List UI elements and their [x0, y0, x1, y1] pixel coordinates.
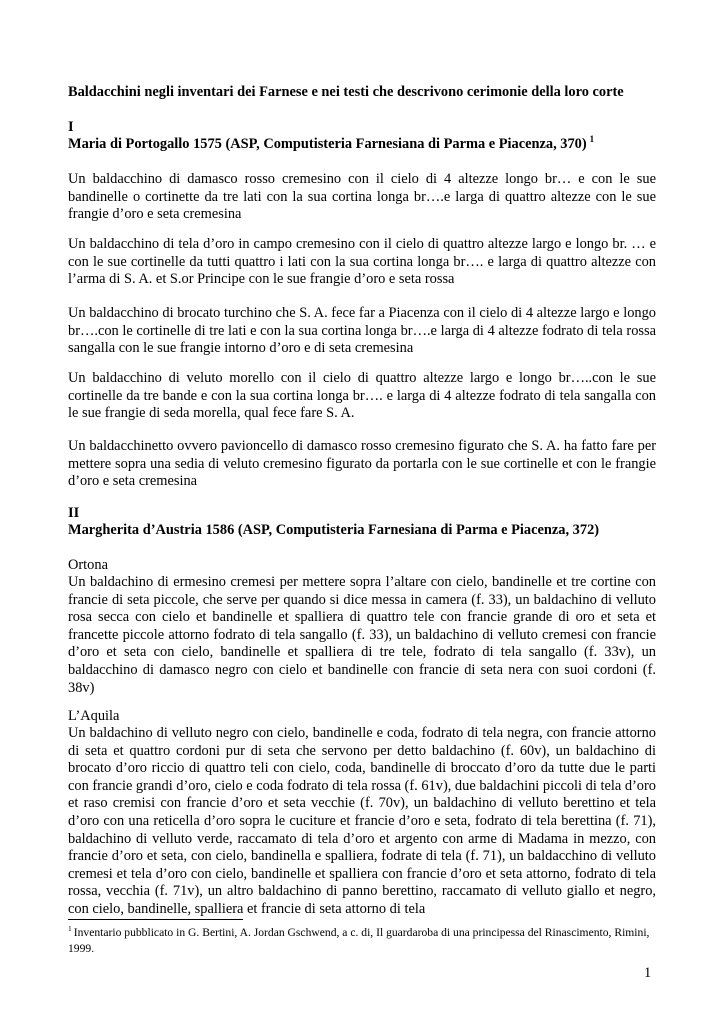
section-1-numeral: I	[68, 119, 74, 135]
section-1-paragraph: Un baldacchino di brocato turchino che S. A. fece far a Piacenza con il cielo di 4 altezze largo e longo br….con le cortinelle di tre lati e con la sua cortina longa br….e larga di 4 altezze fodrato di tela rossa sangalla con le sue frangie intorno d’oro e di seta cremesina	[68, 305, 656, 357]
footnote-ref: 1	[589, 134, 595, 144]
footnote-text: Inventario pubblicato in G. Bertini, A. Jordan Gschwend, a c. di, Il guardaroba di una principessa del Rinascimento, Rimini, 1999.	[68, 926, 650, 955]
aquila-paragraph: Un baldachino di velluto negro con cielo, bandinelle e coda, fodrato di tela negra, con francie attorno di seta et quattro cordoni pur di seta che servono per detto baldachino (f. 60v), un baldachino di brocato d’oro riccio di quattro teli con cielo, coda, bandinelle di broccato d’oro da tutte due le parti con francie grandi d’oro, cielo e coda fodrato di tela rossa (f. 61v), due baldachini piccoli di tela d’oro et raso cremisi con francie d’oro et seta vecchie (f. 70v), un baldachino di velluto berettino et tela d’oro con una reticella d’oro sopra le cuciture et francie d’oro e seta, fodrato di tela berettina (f. 71), baldachino di velluto verde, raccamato di tela d’oro et argento con arme di Madama in mezzo, con francie d’oro et seta, con cielo, bandinella e spalliera, fodrate di tela (f. 71), un baldacchino di velluto cremesi et tela d’oro con cielo, bandinelle et spalliera con francie d’oro et seta attorno, fodrato di tela rossa, vecchia (f. 71v), un altro baldachino di panno berettino, raccamato di velluto giallo et negro, con cielo, bandinelle, spalliera et francie di seta attorno di tela	[68, 725, 656, 917]
footnote-divider	[68, 919, 243, 920]
place-heading-ortona: Ortona	[68, 557, 108, 573]
document-title: Baldacchini negli inventari dei Farnese e nei testi che descrivono cerimonie della loro corte	[68, 84, 624, 100]
footnote-number: 1	[68, 924, 72, 933]
section-1-paragraph: Un baldacchinetto ovvero pavioncello di damasco rosso cremesino figurato che S. A. ha fatto fare per mettere sopra una sedia di veluto cremesino figurato da portarla con le sue cortinelle et con le frangie d’oro e seta cremesina	[68, 438, 656, 490]
section-1-heading	[68, 136, 656, 155]
footnote	[68, 925, 656, 956]
section-1-heading-text: Maria di Portogallo 1575 (ASP, Computisteria Farnesiana di Parma e Piacenza, 370)	[68, 136, 587, 152]
section-2-heading: Margherita d’Austria 1586 (ASP, Computisteria Farnesiana di Parma e Piacenza, 372)	[68, 522, 600, 538]
section-1-paragraph: Un baldacchino di tela d’oro in campo cremesino con il cielo di quattro altezze largo e longo br. … e con le sue cortinelle da tutti quattro i lati con la sua cortina longa br…. e larga di quattro altezze con l’arma di S. A. et S.or Principe con le sue frangie d’oro e seta rossa	[68, 236, 656, 288]
section-1-paragraph: Un baldacchino di veluto morello con il cielo di quattro altezze largo e longo br…..con le sue cortinelle da tre bande e con la sua cortina longa br…. e larga di 4 altezze fodrato di tela sangalla con le sue frangie di seda morella, qual fece fare S. A.	[68, 370, 656, 422]
place-heading-aquila: L’Aquila	[68, 708, 120, 724]
page-number: 1	[644, 965, 652, 981]
ortona-paragraph: Un baldachino di ermesino cremesi per mettere sopra l’altare con cielo, bandinelle et tre cortine con francie di seta piccole, che serve per quando si dice messa in camera (f. 33), un baldachino di velluto rosa secca con cielo et bandinelle et spalliera di quattro tele con francie grande di oro et seta et francette piccole attorno fodrato di tela sangallo (f. 33), un baldachino di velluto cremesi con francie d’oro et seta con cielo, bandinelle et spalliera di tre tele, fodrato di tela sangallo (f. 33v), un baldacchino di damasco negro con cielo et bandinelle con francie di seta nera con suoi cordoni (f. 38v)	[68, 574, 656, 696]
section-2-numeral: II	[68, 505, 80, 521]
section-1-paragraph: Un baldacchino di damasco rosso cremesino con il cielo di 4 altezze longo br… e con le sue bandinelle o cortinette da tre lati con la sua cortina longa br….e larga di quattro altezze con le sue frangie d’oro e seta cremesina	[68, 171, 656, 223]
